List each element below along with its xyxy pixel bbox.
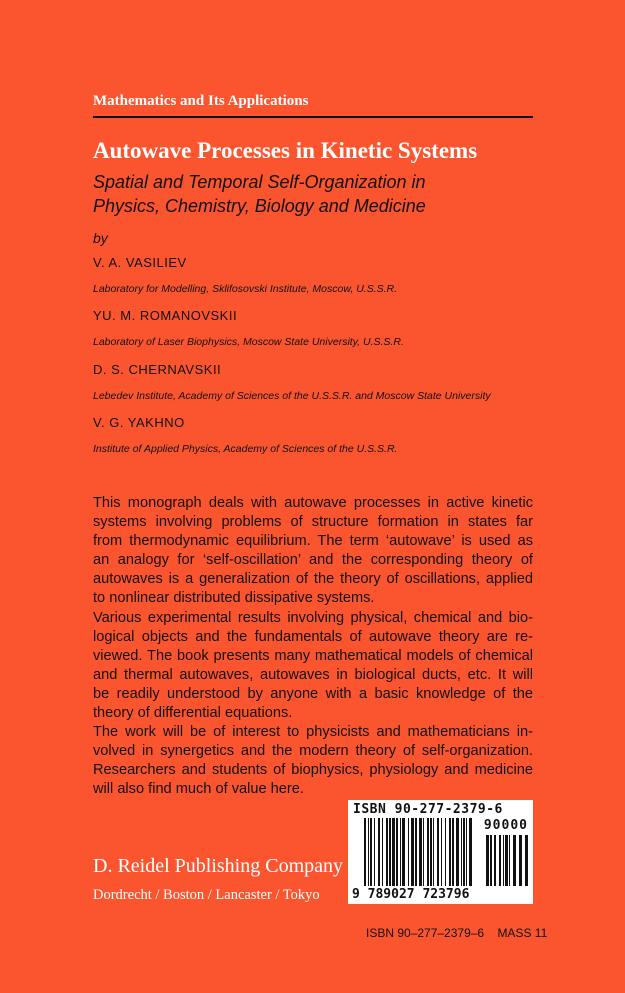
barcode-bar [374, 818, 375, 886]
barcode-bar [430, 818, 432, 886]
barcode-bar [364, 818, 366, 886]
author-affiliation: Laboratory of Laser Biophysics, Moscow State University, U.S.S.R. [93, 336, 404, 348]
book-title: Autowave Processes in Kinetic Systems [93, 138, 478, 163]
barcode-bar [445, 818, 446, 886]
barcode-ean: 9 789027 723796 [352, 887, 470, 902]
barcode-bar [525, 835, 528, 886]
barcode-bar [437, 818, 439, 886]
barcode-bar [494, 835, 496, 886]
description-line: autowaves is a generalization of the theory of oscillations, applied [93, 571, 533, 588]
barcode-bar [441, 818, 442, 886]
barcode-bar [386, 818, 388, 886]
description-line: The work will be of interest to physicists and mathematicians in- [93, 724, 533, 741]
subtitle-line: Spatial and Temporal Self-Organization in [93, 172, 426, 192]
barcode-bar [513, 835, 516, 886]
description-line: will also find much of value here. [93, 781, 304, 798]
description-line: from thermodynamic equilibrium. The term ‘autowave’ is used as [93, 533, 533, 550]
description-line: to nonlinear distributed dissipative systems. [93, 590, 375, 607]
description-line: viewed. The book presents many mathematical models of chemical [93, 647, 533, 664]
barcode-bar [378, 818, 380, 886]
description-line: Various experimental results involving physical, chemical and bio- [93, 609, 533, 626]
publisher: D. Reidel Publishing Company [93, 855, 343, 877]
barcode-bar [466, 818, 467, 886]
barcode-bar [415, 818, 417, 886]
description-line: systems involving problems of structure formation in states far [93, 514, 533, 531]
barcode-bar [382, 818, 383, 886]
barcode-isbn: ISBN 90-277-2379-6 [353, 802, 503, 817]
barcode-bar [503, 835, 504, 886]
description-line: This monograph deals with autowave processes in active kinetic [93, 495, 533, 511]
subtitle-line: Physics, Chemistry, Biology and Medicine [93, 196, 426, 216]
author-name: D. S. CHERNAVSKII [93, 362, 222, 377]
author-name: V. G. YAKHNO [93, 415, 185, 430]
barcode-bar [402, 818, 405, 886]
barcode-bar [423, 818, 424, 886]
author-name: V. A. VASILIEV [93, 255, 187, 270]
description-line: Researchers and students of biophysics, physiology and medicine [93, 762, 533, 779]
description-line: an analogy for ‘self-oscillation’ and the corresponding theory of [93, 552, 533, 569]
barcode-bar [427, 818, 429, 886]
publisher-cities: Dordrecht / Boston / Lancaster / Tokyo [93, 887, 320, 903]
author-name: YU. M. ROMANOVSKII [93, 308, 238, 323]
description-line: logical objects and the fundamentals of autowave theory are re- [93, 628, 533, 645]
description-line: volved in synergetics and the modern theory of self-organization. [93, 743, 533, 760]
barcode-bar [509, 835, 510, 886]
author-affiliation: Lebedev Institute, Academy of Sciences of the U.S.S.R. and Moscow State University [93, 390, 491, 402]
barcode-bar [469, 818, 472, 886]
barcode-bar [419, 818, 422, 886]
barcode-bar [411, 818, 414, 886]
barcode-bar [499, 835, 501, 886]
barcode-bar [505, 835, 508, 886]
description-line: theory of differential equations. [93, 705, 293, 722]
barcode-bar [433, 818, 434, 886]
barcode-bar [449, 818, 451, 886]
barcode [348, 800, 533, 904]
barcode-bar [408, 818, 409, 886]
isbn-footer: ISBN 90–277–2379–6 MASS 11 [366, 926, 548, 940]
barcode-bar [490, 835, 492, 886]
barcode-bar [392, 818, 395, 886]
barcode-bar [461, 818, 462, 886]
barcode-bar [486, 835, 489, 886]
barcode-bar [370, 818, 372, 886]
barcode-bar [463, 818, 465, 886]
author-affiliation: Institute of Applied Physics, Academy of Sciences of the U.S.S.R. [93, 443, 398, 455]
series-title: Mathematics and Its Applications [93, 93, 309, 109]
barcode-bar [456, 818, 459, 886]
divider [93, 116, 533, 118]
barcode-bar [452, 818, 454, 886]
barcode-bar [368, 818, 369, 886]
barcode-addon: 90000 [483, 818, 528, 833]
description-line: and thermal autowaves, autowaves in biological ducts, etc. It will [93, 666, 533, 683]
barcode-bar [389, 818, 391, 886]
by-label: by [93, 230, 108, 246]
barcode-bar [519, 835, 522, 886]
author-affiliation: Laboratory for Modelling, Sklifosovski Institute, Moscow, U.S.S.R. [93, 283, 398, 295]
description-line: be readily understood by anyone with a basic knowledge of the [93, 685, 533, 702]
description [93, 494, 533, 800]
barcode-bar [396, 818, 398, 886]
barcode-bar [400, 818, 401, 886]
